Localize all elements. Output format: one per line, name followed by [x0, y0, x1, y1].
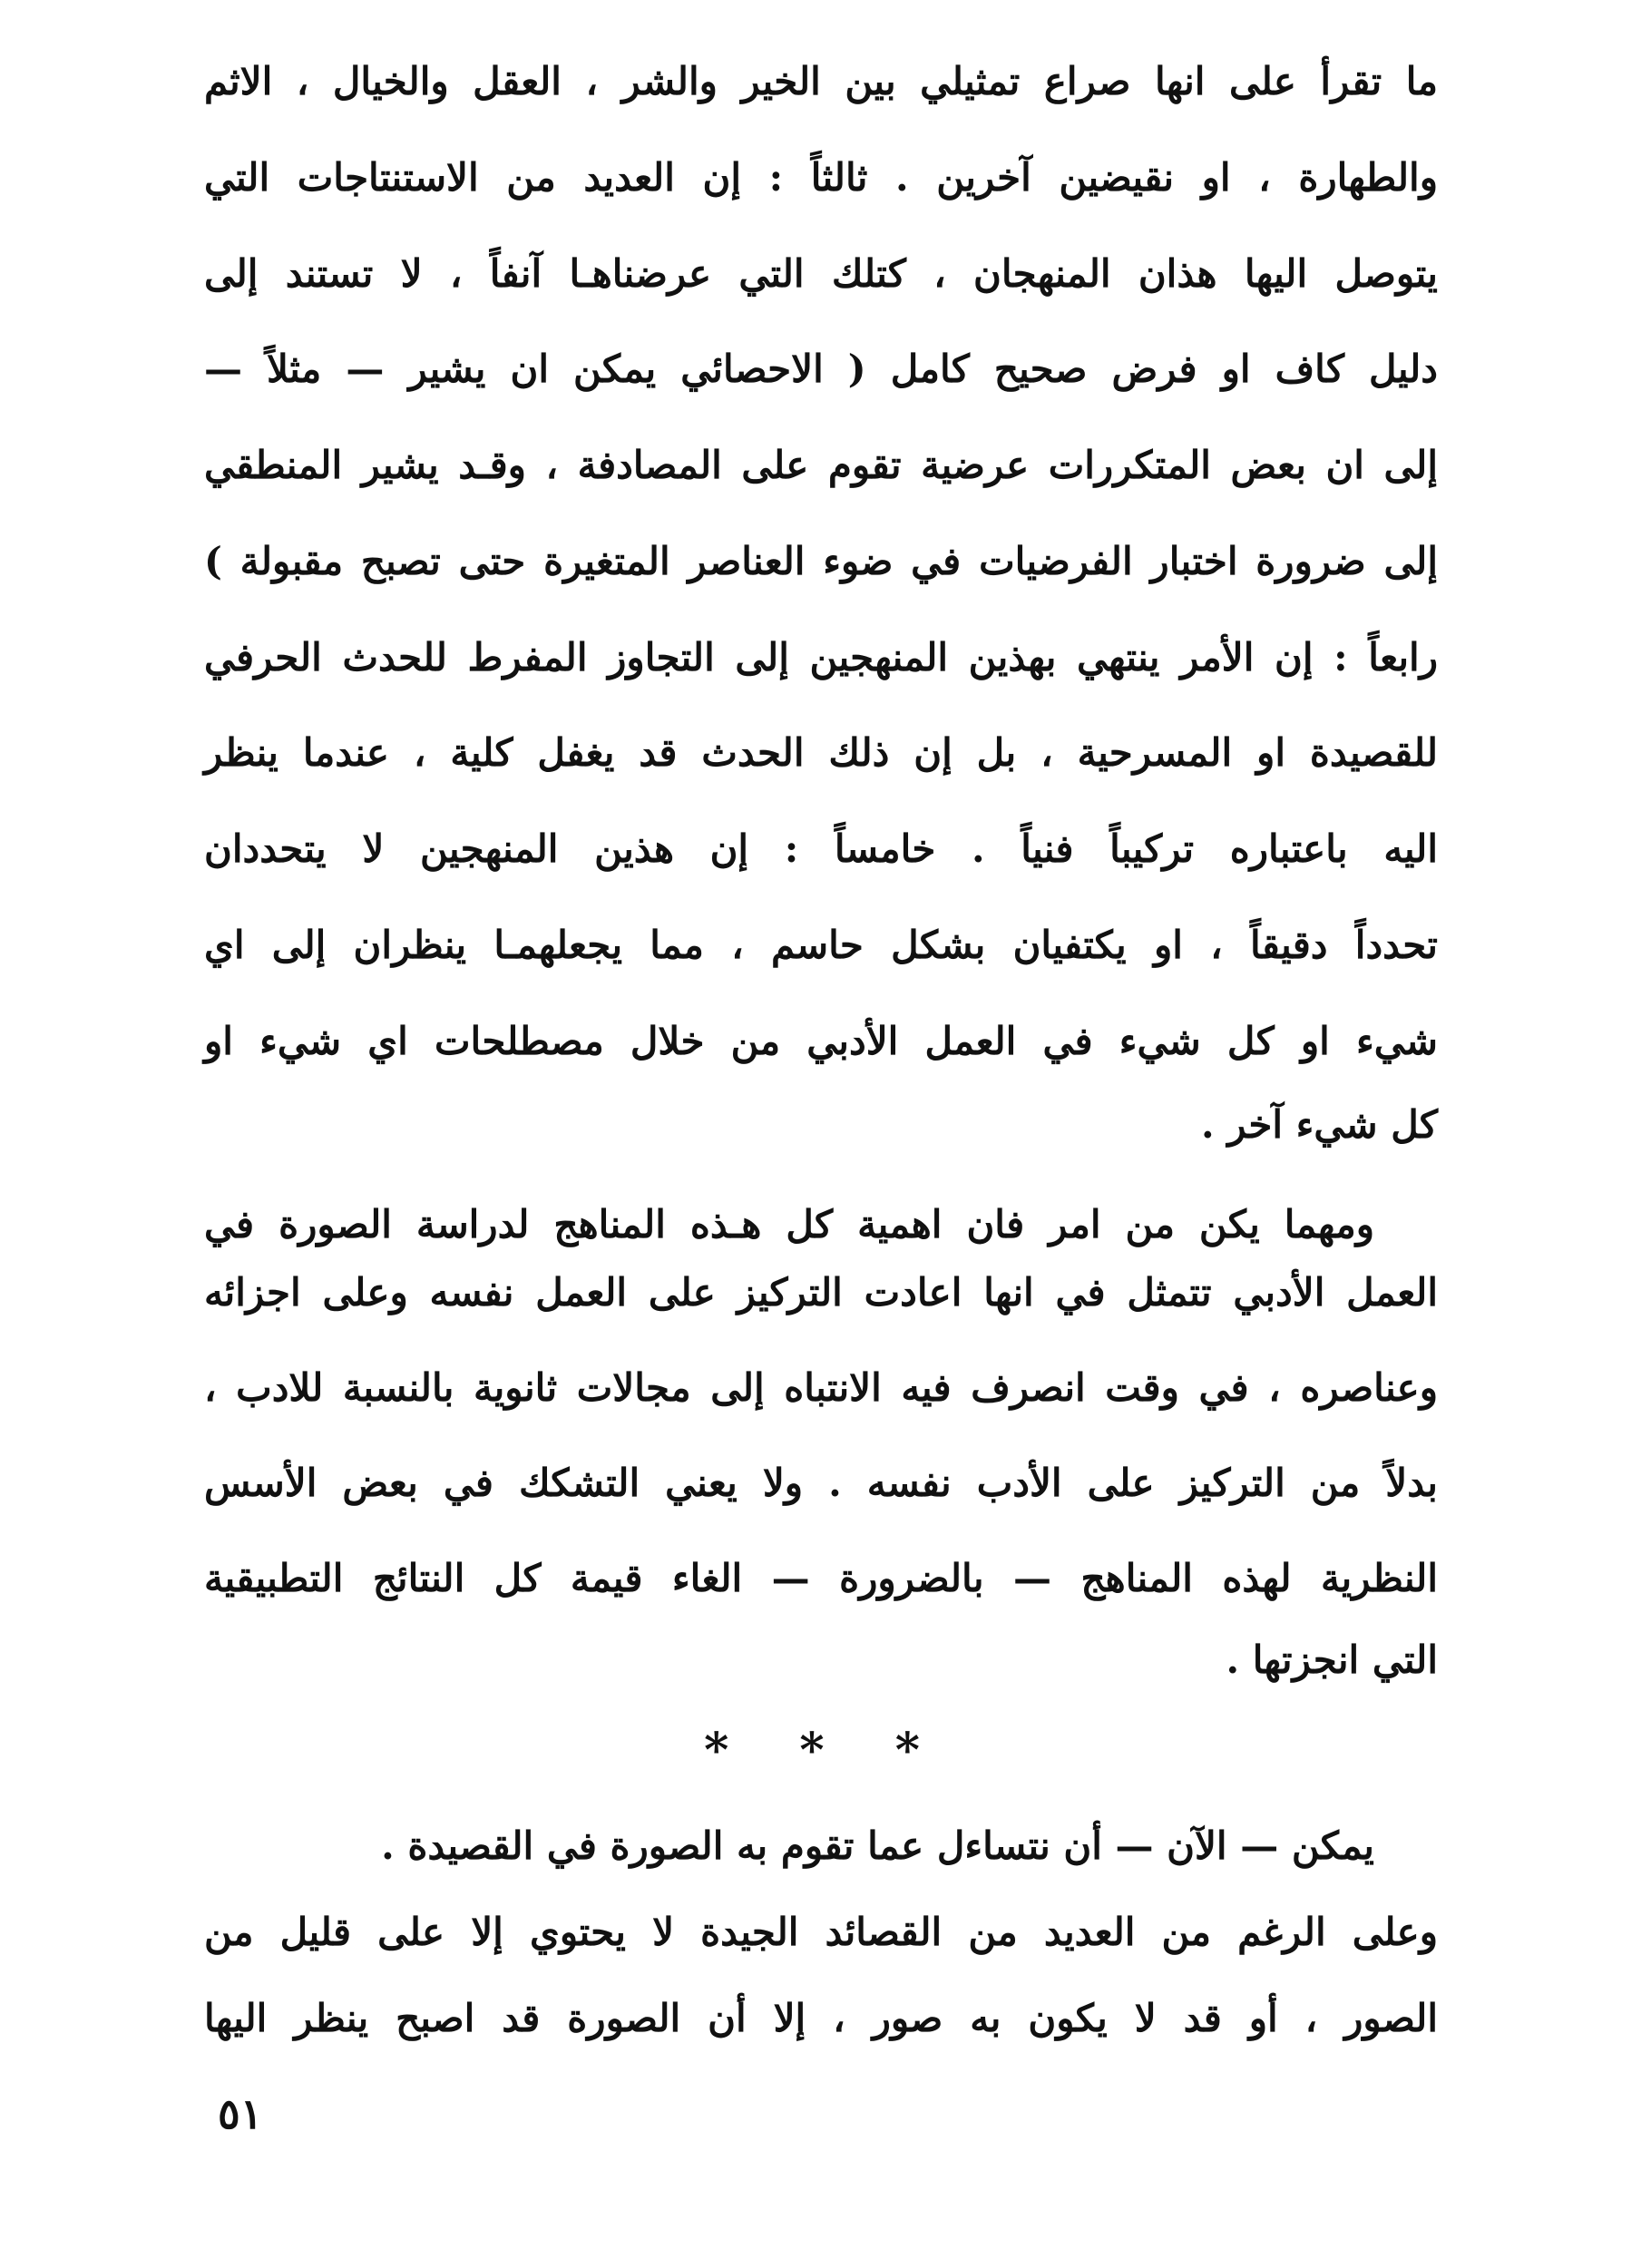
text-line: شيء او كل شيء في العمل الأدبي من خلال مصطلحات اي شيء او	[204, 1019, 1438, 1063]
text-line: رابعاً : إن الأمر ينتهي بهذين المنهجين إلى التجاوز المفرط للحدث الحرفي	[204, 635, 1438, 679]
text-line: التي انجزتها .	[1226, 1637, 1438, 1682]
text-line: يمكن — الآن — أن نتساءل عما تقوم به الصورة في القصيدة .	[381, 1823, 1374, 1868]
text-line: يتوصل اليها هذان المنهجان ، كتلك التي عرضناهـا آنفاً ، لا تستند إلى	[204, 251, 1438, 296]
text-line: ومهما يكن من امر فان اهمية كل هـذه المناهج لدراسة الصورة في	[204, 1202, 1374, 1246]
text-line: العمل الأدبي تتمثل في انها اعادت التركيز على العمل نفسه وعلى اجزائه	[204, 1270, 1438, 1315]
text-line: النظرية لهذه المناهج — بالضرورة — الغاء قيمة كل النتائج التطبيقية	[204, 1556, 1438, 1600]
text-line: وعناصره ، في وقت انصرف فيه الانتباه إلى مجالات ثانوية بالنسبة للادب ،	[204, 1365, 1438, 1410]
text-line: ما تقرأ على انها صراع تمثيلي بين الخير والشر ، العقل والخيال ، الاثم	[204, 59, 1438, 103]
text-line: الصور ، أو قد لا يكون به صور ، إلا أن الصورة قد اصبح ينظر اليها	[204, 1996, 1438, 2040]
page-number: ٥١	[218, 2089, 263, 2138]
text-line: إلى ضرورة اختبار الفرضيات في ضوء العناصر المتغيرة حتى تصبح مقبولة )	[204, 539, 1438, 583]
text-line: إلى ان بعض المتكررات عرضية تقوم على المصادفة ، وقـد يشير المنطقي	[204, 443, 1438, 487]
text-line: اليه باعتباره تركيباً فنياً . خامساً : إن هذين المنهجين لا يتحددان	[204, 826, 1438, 871]
section-separator: * * *	[704, 1723, 947, 1778]
text-line: دليل كاف او فرض صحيح كامل ( الاحصائي يمكن ان يشير — مثلاً —	[204, 347, 1438, 391]
text-line: تحدداً دقيقاً ، او يكتفيان بشكل حاسم ، مما يجعلهمـا ينظران إلى اي	[204, 923, 1438, 967]
text-line: والطهارة ، او نقيضين آخرين . ثالثاً : إن العديد من الاستنتاجات التي	[204, 155, 1438, 200]
text-line: كل شيء آخر .	[1200, 1102, 1438, 1147]
text-line: وعلى الرغم من العديد من القصائد الجيدة لا يحتوي إلا على قليل من	[204, 1910, 1438, 1954]
text-line: بدلاً من التركيز على الأدب نفسه . ولا يعني التشكك في بعض الأسس	[204, 1461, 1438, 1505]
text-line: للقصيدة او المسرحية ، بل إن ذلك الحدث قد يغفل كلية ، عندما ينظر	[204, 730, 1438, 775]
